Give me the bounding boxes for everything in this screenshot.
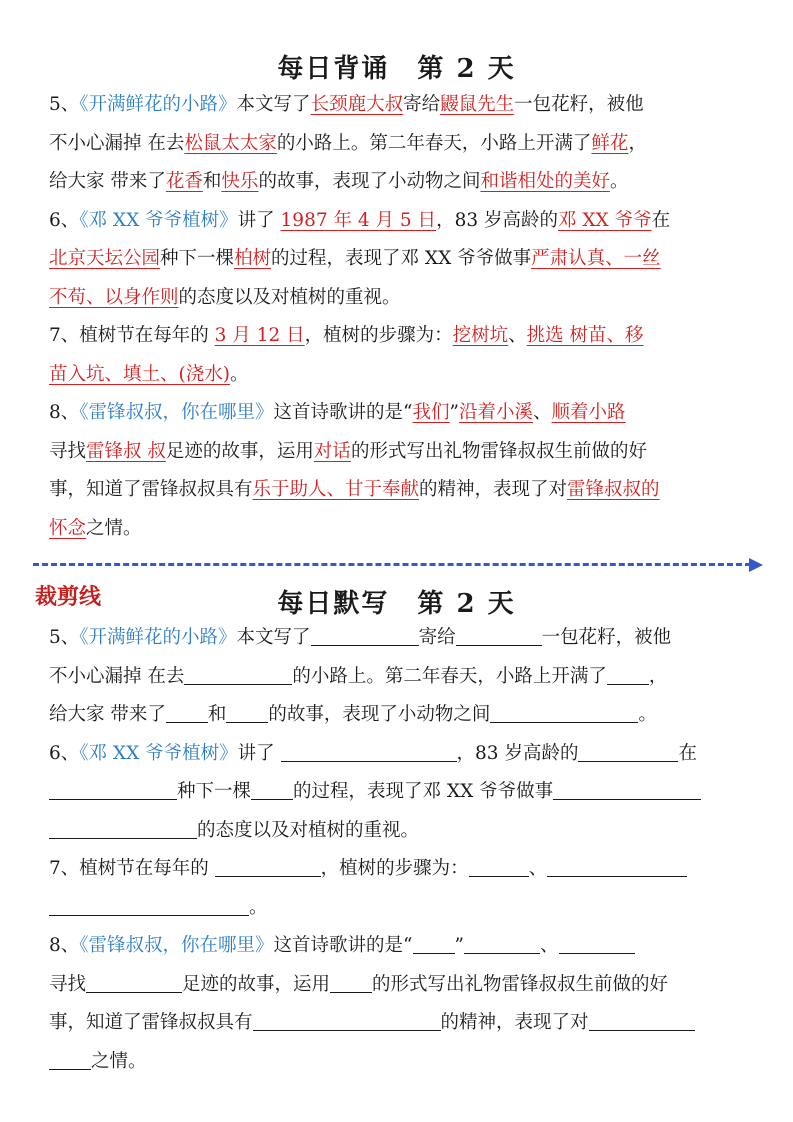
text-line	[49, 86, 749, 125]
text-line	[49, 966, 749, 1005]
text: ，	[628, 132, 647, 154]
text-line	[49, 1004, 749, 1043]
text-line	[49, 202, 749, 241]
item-number: 5、	[49, 627, 80, 648]
answer-blank[interactable]	[253, 1008, 441, 1031]
text: ，83 岁高龄的	[436, 209, 558, 231]
text: 的小路上。第二年春天，小路上开满了	[292, 665, 607, 687]
key-answer: 柏树	[234, 248, 272, 269]
key-answer: 鲜花	[591, 132, 629, 154]
answer-blank[interactable]	[456, 623, 542, 646]
text: 足迹的故事，运用	[182, 973, 331, 995]
text: 在	[651, 209, 671, 231]
text-line	[49, 735, 749, 774]
text: 。	[638, 704, 657, 725]
answer-blank[interactable]	[49, 777, 177, 800]
answer-blank[interactable]	[589, 1008, 695, 1031]
text: 寻找	[49, 440, 87, 462]
text: 种下一棵	[177, 781, 252, 802]
text: 的形式写出礼物雷锋叔叔生前做的好	[350, 440, 647, 462]
text: 寄给	[403, 94, 441, 115]
key-answer: 顺着小路	[551, 402, 626, 423]
key-answer: 北京天坛公园	[49, 248, 161, 269]
text: ”	[449, 402, 459, 423]
text: 7、植树节在每年的	[49, 325, 215, 346]
answer-blank[interactable]	[281, 739, 457, 762]
text-line	[49, 471, 749, 510]
text: 、	[508, 325, 527, 346]
key-answer: 乐于助人、甘于奉献	[252, 479, 420, 500]
text-line	[49, 812, 749, 851]
text-line	[49, 240, 749, 279]
text: 给大家 带来了	[49, 704, 166, 725]
text: 本文写了	[236, 94, 311, 115]
answer-blank[interactable]	[607, 662, 649, 685]
text: 事，知道了雷锋叔叔具有	[49, 479, 253, 500]
text: 和	[202, 171, 222, 192]
text: 的态度以及对植树的重视。	[197, 819, 420, 841]
key-answer: 3 月 12 日	[214, 325, 305, 346]
answer-blank[interactable]	[464, 931, 540, 954]
text-line	[49, 394, 749, 433]
text: 足迹的故事，运用	[165, 440, 314, 462]
text: 之情。	[86, 517, 142, 539]
text-line	[49, 658, 749, 697]
answer-blank[interactable]	[578, 739, 678, 762]
text: 。	[229, 363, 249, 385]
text: 在	[678, 742, 697, 764]
answer-blank[interactable]	[490, 700, 638, 723]
text: 、	[528, 858, 548, 879]
answer-blank[interactable]	[49, 1047, 91, 1070]
text: 讲了	[237, 209, 281, 231]
text: ，	[648, 665, 668, 687]
key-answer: 不苟、以身作则	[49, 286, 179, 308]
key-answer: 怀念	[49, 517, 87, 539]
dictate-title: 每日默写 第 2 天	[277, 589, 516, 619]
key-answer: 严肃认真、一丝	[531, 248, 661, 269]
text-line	[49, 696, 749, 735]
key-answer: 和谐相处的美好	[480, 171, 610, 192]
text: 和	[207, 704, 227, 725]
text: ，83 岁高龄的	[456, 742, 579, 764]
item-number: 6、	[49, 742, 80, 764]
text: 这首诗歌讲的是“	[273, 402, 413, 423]
text: 的过程，表现了邓 XX 爷爷做事	[271, 248, 532, 269]
arrow-right-icon	[749, 558, 763, 572]
lesson-title: 《邓 XX 爷爷植树》	[79, 209, 238, 231]
text: 的故事，表现了小动物之间	[258, 171, 481, 192]
text-line	[49, 356, 749, 395]
key-answer: 雷锋叔 叔	[86, 440, 166, 462]
key-answer: 挖树坑	[452, 325, 509, 346]
text-line	[49, 279, 749, 318]
text: 事，知道了雷锋叔叔具有	[49, 1012, 253, 1033]
answer-blank[interactable]	[330, 970, 372, 993]
text: 这首诗歌讲的是“	[273, 935, 413, 956]
text-line	[49, 850, 749, 889]
text: 的小路上。第二年春天，小路上开满了	[276, 132, 592, 154]
text: 的过程，表现了邓 XX 爷爷做事	[293, 781, 554, 802]
text: 7、植树节在每年的	[49, 858, 215, 879]
answer-blank[interactable]	[226, 700, 268, 723]
text-line	[49, 773, 749, 812]
key-answer: 鼹鼠先生	[440, 94, 515, 115]
text: 。	[249, 896, 268, 918]
text-line	[49, 125, 749, 164]
answer-blank[interactable]	[251, 777, 293, 800]
text: 寻找	[49, 973, 87, 995]
text-line	[49, 889, 749, 928]
answer-blank[interactable]	[547, 854, 687, 877]
answer-blank[interactable]	[49, 893, 249, 916]
text: 给大家 带来了	[49, 171, 166, 192]
text: 、	[539, 935, 559, 956]
text: ，植树的步骤为：	[304, 325, 453, 346]
answer-blank[interactable]	[49, 816, 197, 839]
text: 、	[533, 402, 552, 423]
item-number: 8、	[49, 935, 80, 956]
item-number: 8、	[49, 402, 80, 423]
item-number: 5、	[49, 94, 80, 115]
text: 的精神，表现了对	[419, 479, 568, 500]
item-number: 6、	[49, 209, 80, 231]
text-line	[49, 1043, 749, 1082]
text: 的形式写出礼物雷锋叔叔生前做的好	[372, 973, 669, 995]
answer-blank[interactable]	[311, 623, 419, 646]
lesson-title: 《开满鲜花的小路》	[79, 627, 237, 648]
text: ”	[454, 935, 464, 956]
text: 种下一棵	[160, 248, 235, 269]
text-line	[49, 619, 749, 658]
answer-blank[interactable]	[166, 700, 208, 723]
text: 一包花籽，被他	[541, 627, 672, 648]
key-answer: 松鼠太太家	[184, 132, 277, 154]
key-answer: 长颈鹿大叔	[310, 94, 404, 115]
key-answer: 对话	[313, 440, 351, 462]
text: 的故事，表现了小动物之间	[268, 704, 491, 725]
lesson-title: 《雷锋叔叔，你在哪里》	[79, 402, 274, 423]
answer-blank[interactable]	[553, 777, 701, 800]
answer-blank[interactable]	[184, 662, 292, 685]
cut-line-label: 裁剪线	[35, 584, 102, 610]
key-answer: 挑选 树苗、移	[526, 325, 644, 346]
lesson-title: 《雷锋叔叔，你在哪里》	[79, 935, 274, 956]
text: 讲了	[237, 742, 281, 764]
text: 一包花籽，被他	[514, 94, 644, 115]
dictate-section	[49, 619, 749, 1081]
text-line	[49, 927, 749, 966]
key-answer: 我们	[412, 402, 450, 423]
text: 本文写了	[236, 627, 311, 648]
key-answer: 邓 XX 爷爷	[557, 209, 652, 231]
answer-blank[interactable]	[469, 854, 529, 877]
recite-title: 每日背诵 第 2 天	[277, 54, 516, 84]
answer-blank[interactable]	[559, 931, 635, 954]
key-answer: 沿着小溪	[459, 402, 534, 423]
key-answer: 花香	[165, 171, 203, 192]
text-line	[49, 510, 749, 549]
text-line	[49, 433, 749, 472]
text: 寄给	[418, 627, 456, 648]
key-answer: 苗入坑、填土、(浇水)	[49, 363, 230, 385]
text: 。	[609, 171, 629, 192]
text: ，植树的步骤为：	[320, 858, 469, 879]
text: 之情。	[91, 1050, 147, 1072]
text: 的态度以及对植树的重视。	[178, 286, 401, 308]
text-line	[49, 317, 749, 356]
text-line	[49, 163, 749, 202]
lesson-title: 《开满鲜花的小路》	[79, 94, 237, 115]
answer-blank[interactable]	[86, 970, 182, 993]
answer-blank[interactable]	[215, 854, 321, 877]
key-answer: 快乐	[221, 171, 259, 192]
key-answer: 雷锋叔叔的	[567, 479, 660, 500]
text: 不小心漏掉 在去	[49, 132, 185, 154]
recite-section	[49, 86, 749, 548]
key-answer: 1987 年 4 月 5 日	[280, 209, 437, 231]
cut-dashed-line	[33, 563, 751, 566]
answer-blank[interactable]	[413, 931, 455, 954]
lesson-title: 《邓 XX 爷爷植树》	[79, 742, 238, 764]
text: 不小心漏掉 在去	[49, 665, 185, 687]
text: 的精神，表现了对	[440, 1012, 589, 1033]
